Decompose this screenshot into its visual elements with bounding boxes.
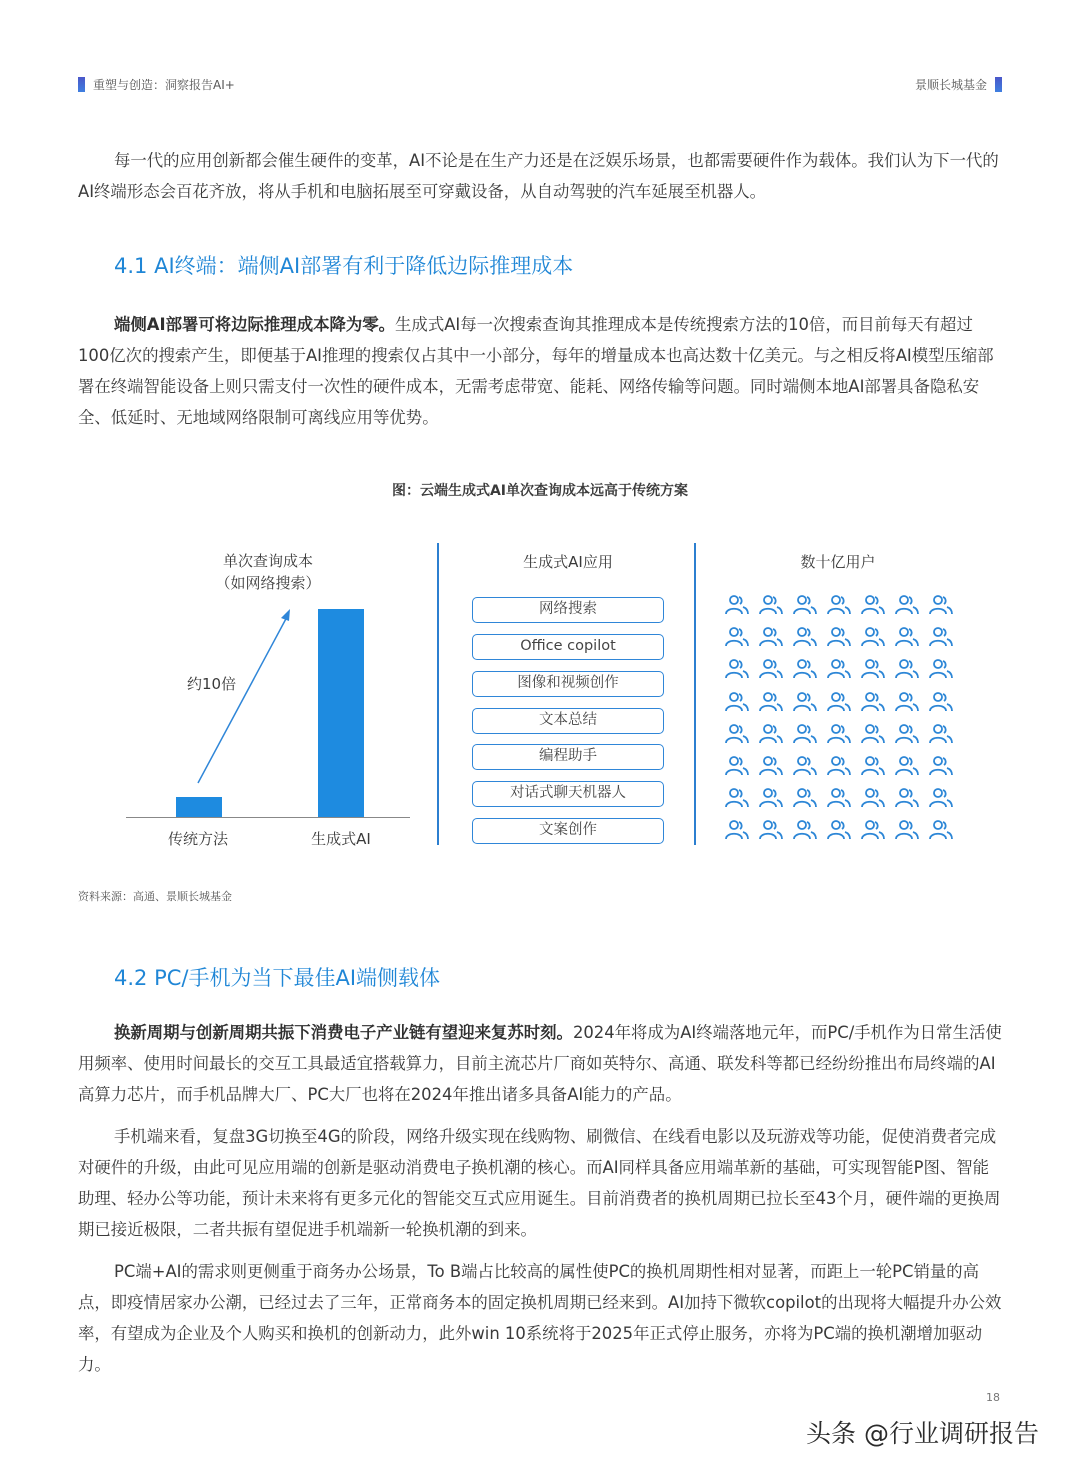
chart-subtitle: （如网络搜索） [215,574,321,592]
header-brand: 景顺长城基金 [914,78,987,92]
user-group-icon [928,594,954,616]
user-group-icon [860,626,886,648]
user-group-icon [826,787,852,809]
users-heading: 数十亿用户 [800,553,876,571]
user-group-icon [860,787,886,809]
user-group-icon [928,658,954,680]
user-group-icon [724,755,750,777]
user-group-icon [724,819,750,841]
user-group-icon [792,787,818,809]
user-group-icon [894,626,920,648]
user-group-icon [758,691,784,713]
bar-traditional [176,797,222,817]
chart-annotation: 约10倍 [187,675,237,693]
user-group-icon [928,626,954,648]
user-group-icon [928,755,954,777]
app-item: 编程助手 [472,744,664,770]
user-group-icon [860,755,886,777]
section1-lead: 端侧AI部署可将边际推理成本降为零。 [114,315,396,334]
user-group-icon [928,723,954,745]
user-group-icon [758,787,784,809]
user-group-icon [894,819,920,841]
user-group-icon [792,594,818,616]
user-group-icon [792,626,818,648]
user-group-icon [860,819,886,841]
section2-paragraph-3: PC端+AI的需求则更侧重于商务办公场景，To B端占比较高的属性使PC的换机周期性相对显著，而距上一轮PC销量的高点，即疫情居家办公潮，已经过去了三年，正常商务本的固定换机周期已经来到。AI加持下微软copilot的出现将大幅提升办公效率，有望成为企业及个人购买和换机的创新动力，此外win 10系统将于2025年正式停止服务，亦将为PC端的换机潮增加驱动力。 [78,1262,1002,1374]
user-group-icon [792,658,818,680]
user-group-icon [860,594,886,616]
user-group-icon [928,691,954,713]
user-group-icon [894,723,920,745]
app-item: Office copilot [472,634,664,660]
user-group-icon [826,723,852,745]
section2-paragraph-1 [78,1017,1002,1110]
chart-title: 单次查询成本 [222,552,313,570]
section2-paragraph-2: 手机端来看，复盘3G切换至4G的阶段，网络升级实现在线购物、刷微信、在线看电影以及玩游戏等功能，促使消费者完成对硬件的升级，由此可见应用端的创新是驱动消费电子换机潮的核心。而AI同样具备应用端革新的基础，可实现智能P图、智能助理、轻办公等功能，预计未来将有更多元化的智能交互式应用诞生。目前消费者的换机周期已拉长至43个月，硬件端的更换周期已接近极限，二者共振有望促进手机端新一轮换机潮的到来。 [78,1127,1001,1239]
section1-paragraph [78,309,1002,433]
user-group-icon [724,658,750,680]
user-group-icon [758,723,784,745]
user-group-icon [894,658,920,680]
user-group-icon [724,691,750,713]
user-group-icon [860,723,886,745]
user-group-icon [826,691,852,713]
intro-paragraph: 每一代的应用创新都会催生硬件的变革，AI不论是在生产力还是在泛娱乐场景，也都需要硬件作为载体。我们认为下一代的AI终端形态会百花齐放，将从手机和电脑拓展至可穿戴设备，从自动驾驶的汽车延展至机器人。 [78,151,999,201]
user-group-icon [860,658,886,680]
app-item: 对话式聊天机器人 [472,781,664,807]
figure-title: 图：云端生成式AI单次查询成本远高于传统方案 [391,483,689,499]
watermark: 头条 @行业调研报告 [806,1419,1039,1448]
user-group-icon [894,755,920,777]
user-group-icon [826,626,852,648]
user-group-icon [792,755,818,777]
app-item: 图像和视频创作 [472,671,664,697]
app-item: 文案创作 [472,818,664,844]
chart-heading [178,550,358,594]
category-label: 传统方法 [167,830,228,848]
user-group-icon [758,755,784,777]
user-group-icon [928,819,954,841]
app-item: 文本总结 [472,708,664,734]
user-group-icon [826,594,852,616]
figure-source: 资料来源：高通、景顺长城基金 [78,890,232,903]
user-group-icon [792,691,818,713]
user-group-icon [894,787,920,809]
column-divider [437,543,439,845]
apps-heading: 生成式AI应用 [523,553,613,571]
user-group-icon [826,658,852,680]
growth-arrow [190,605,300,790]
bar-generative-ai [318,609,364,817]
chart-baseline [126,817,410,818]
user-group-icon [928,787,954,809]
header-left [78,76,235,93]
user-group-icon [860,691,886,713]
user-group-icon [792,819,818,841]
user-group-icon [724,594,750,616]
user-group-icon [826,819,852,841]
user-group-icon [792,723,818,745]
category-label: 生成式AI [311,830,371,848]
column-divider [694,543,696,845]
user-group-icon [826,755,852,777]
header-title: 重塑与创造：洞察报告AI+ [93,78,235,92]
user-group-icon [894,594,920,616]
user-group-icon [894,691,920,713]
section1-body: 生成式AI每一次搜索查询其推理成本是传统搜索方法的10倍，而目前每天有超过100亿次的搜索产生，即便基于AI推理的搜索仅占其中一小部分，每年的增量成本也高达数十亿美元。与之相反将AI模型压缩部署在终端智能设备上则只需支付一次性的硬件成本，无需考虑带宽、能耗、网络传输等问题。同时端侧本地AI部署具备隐私安全、低延时、无地域网络限制可离线应用等优势。 [78,315,994,427]
section2-lead: 换新周期与创新周期共振下消费电子产业链有望迎来复苏时刻。 [114,1023,573,1042]
section-title-4-1: 4.1 AI终端：端侧AI部署有利于降低边际推理成本 [114,254,574,278]
user-group-icon [724,787,750,809]
user-group-icon [758,658,784,680]
app-item: 网络搜索 [472,597,664,623]
header-mark-icon [995,77,1002,92]
header-mark-icon [78,77,85,92]
section-title-4-2: 4.2 PC/手机为当下最佳AI端侧载体 [114,966,441,990]
user-group-icon [758,626,784,648]
user-group-icon [724,723,750,745]
section2-p1-body: 2024年将成为AI终端落地元年，而PC/手机作为日常生活使用频率、使用时间最长的交互工具最适宜搭载算力，目前主流芯片厂商如英特尔、高通、联发科等都已经纷纷推出布局终端的AI高算力芯片，而手机品牌大厂、PC大厂也将在2024年推出诸多具备AI能力的产品。 [78,1023,1002,1104]
page-number: 18 [986,1391,1000,1404]
user-group-icon [758,594,784,616]
user-group-icon [724,626,750,648]
user-group-icon [758,819,784,841]
header-right [915,76,1002,93]
